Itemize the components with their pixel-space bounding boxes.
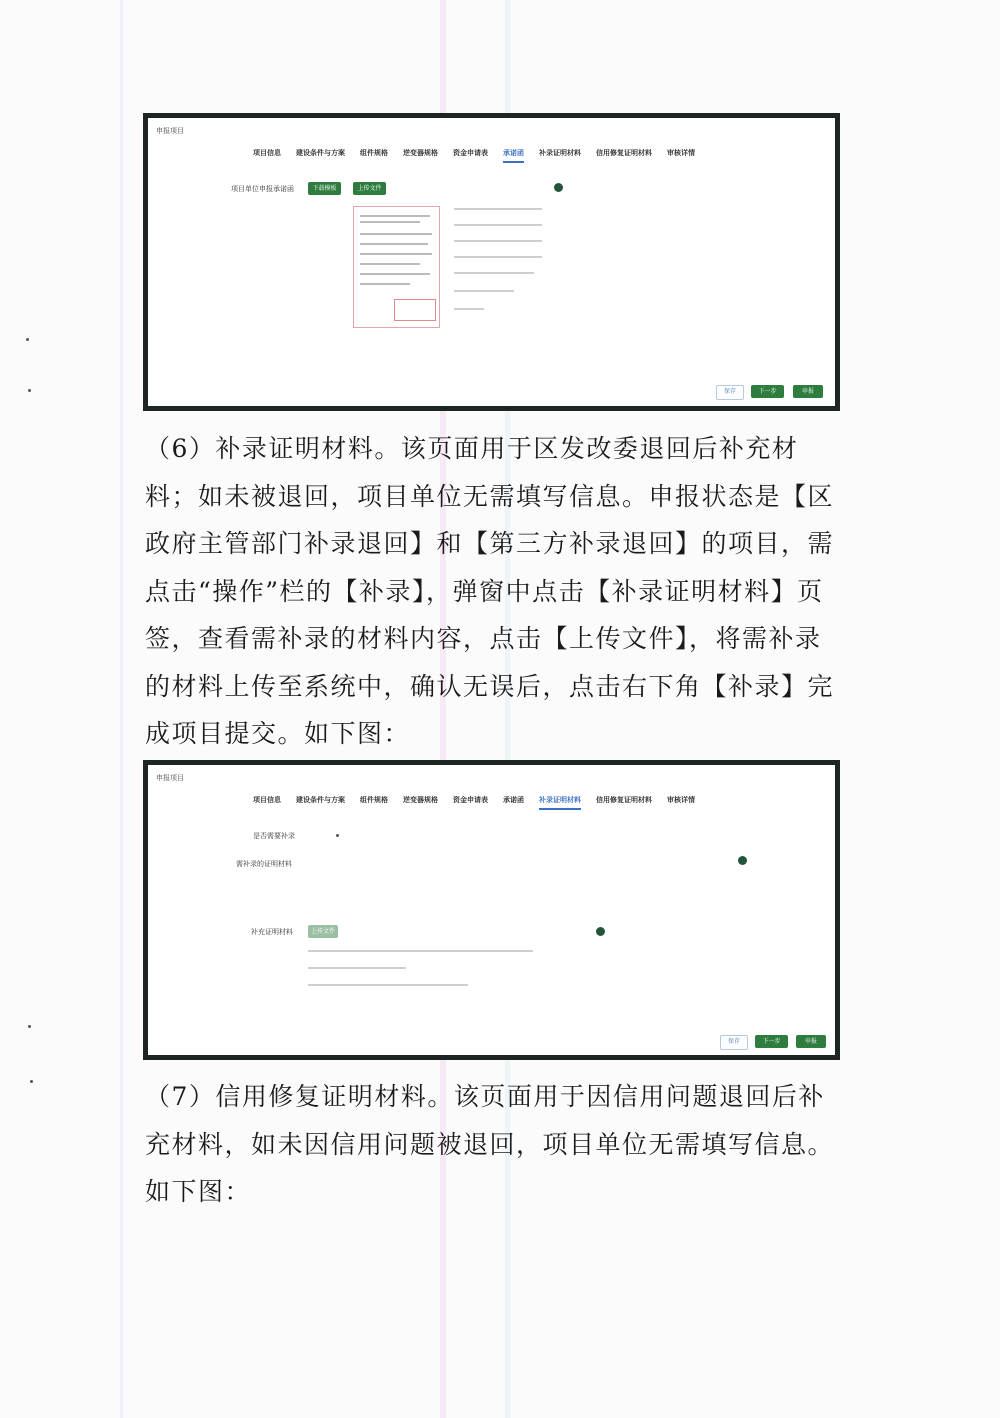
tab-module-spec[interactable]: 组件规格 [360, 149, 388, 157]
tab-module-spec[interactable]: 组件规格 [360, 796, 388, 804]
paragraph-credit-repair-materials: （7）信用修复证明材料。该页面用于因信用问题退回后补充材料，如未因信用问题被退回，项目单位无需填写信息。如下图： [145, 1082, 835, 1206]
scan-speck [28, 1025, 31, 1028]
tab-commitment-letter[interactable]: 承诺函 [503, 148, 524, 163]
scan-streak [120, 0, 123, 1418]
scan-speck [26, 338, 29, 341]
download-template-button[interactable]: 下载模板 [308, 182, 341, 195]
note-line [454, 290, 514, 292]
tab-inverter-spec[interactable]: 逆变器规格 [403, 796, 438, 804]
note-line [308, 950, 533, 952]
window-title: 申报项目 [156, 127, 184, 135]
note-line [454, 224, 542, 226]
note-line [454, 272, 534, 274]
tab-credit-repair-materials[interactable]: 信用修复证明材料 [596, 149, 652, 157]
note-line [454, 240, 542, 242]
supplementary-materials-label: 补充证明材料 [251, 928, 293, 936]
field-value-dot [336, 834, 339, 837]
note-line [308, 984, 468, 986]
help-icon[interactable] [596, 927, 605, 936]
screenshot-commitment-letter [143, 113, 840, 411]
tab-inverter-spec[interactable]: 逆变器规格 [403, 149, 438, 157]
help-icon[interactable] [738, 856, 747, 865]
tab-credit-repair-materials[interactable]: 信用修复证明材料 [596, 796, 652, 804]
tab-commitment-letter[interactable]: 承诺函 [503, 796, 524, 804]
note-line [454, 256, 542, 258]
scan-speck [28, 389, 31, 392]
note-line [454, 208, 542, 210]
tab-fund-application[interactable]: 资金申请表 [453, 796, 488, 804]
letter-preview-image [353, 206, 440, 328]
tab-bar [253, 148, 695, 163]
screenshot-supplementary-materials [143, 760, 840, 1060]
commitment-letter-label: 项目单位申报承诺函 [231, 185, 294, 193]
upload-file-button[interactable]: 上传文件 [353, 182, 386, 195]
scan-speck [30, 1080, 33, 1083]
tab-construction[interactable]: 建设条件与方案 [296, 149, 345, 157]
next-step-button[interactable]: 下一步 [751, 385, 784, 398]
paragraph-supplementary-materials: （6）补录证明材料。该页面用于区发改委退回后补充材料；如未被退回，项目单位无需填写信息。申报状态是【区政府主管部门补录退回】和【第三方补录退回】的项目，需点击“操作”栏的【补录】，弹窗中点击【补录证明材料】页签，查看需补录的材料内容，点击【上传文件】，将需补录的材料上传至系统中，确认无误后，点击右下角【补录】完成项目提交。如下图： [145, 434, 835, 748]
upload-file-button[interactable]: 上传文件 [308, 925, 338, 938]
submit-button[interactable]: 申报 [796, 1035, 826, 1048]
window-title: 申报项目 [156, 774, 184, 782]
note-line [308, 967, 406, 969]
need-supplement-label: 是否需要补录 [253, 832, 295, 840]
save-button[interactable]: 保存 [720, 1035, 748, 1050]
tab-construction[interactable]: 建设条件与方案 [296, 796, 345, 804]
tab-supplementary-materials[interactable]: 补录证明材料 [539, 149, 581, 157]
tab-project-info[interactable]: 项目信息 [253, 796, 281, 804]
submit-button[interactable]: 申报 [793, 385, 823, 398]
tab-review-details[interactable]: 审核详情 [667, 149, 695, 157]
tab-bar [253, 795, 695, 810]
required-materials-label: 需补录的证明材料 [236, 860, 292, 868]
tab-fund-application[interactable]: 资金申请表 [453, 149, 488, 157]
tab-supplementary-materials[interactable]: 补录证明材料 [539, 795, 581, 810]
next-step-button[interactable]: 下一步 [755, 1035, 788, 1048]
save-button[interactable]: 保存 [716, 385, 744, 400]
note-line [454, 308, 484, 310]
tab-project-info[interactable]: 项目信息 [253, 149, 281, 157]
help-icon[interactable] [554, 183, 563, 192]
tab-review-details[interactable]: 审核详情 [667, 796, 695, 804]
